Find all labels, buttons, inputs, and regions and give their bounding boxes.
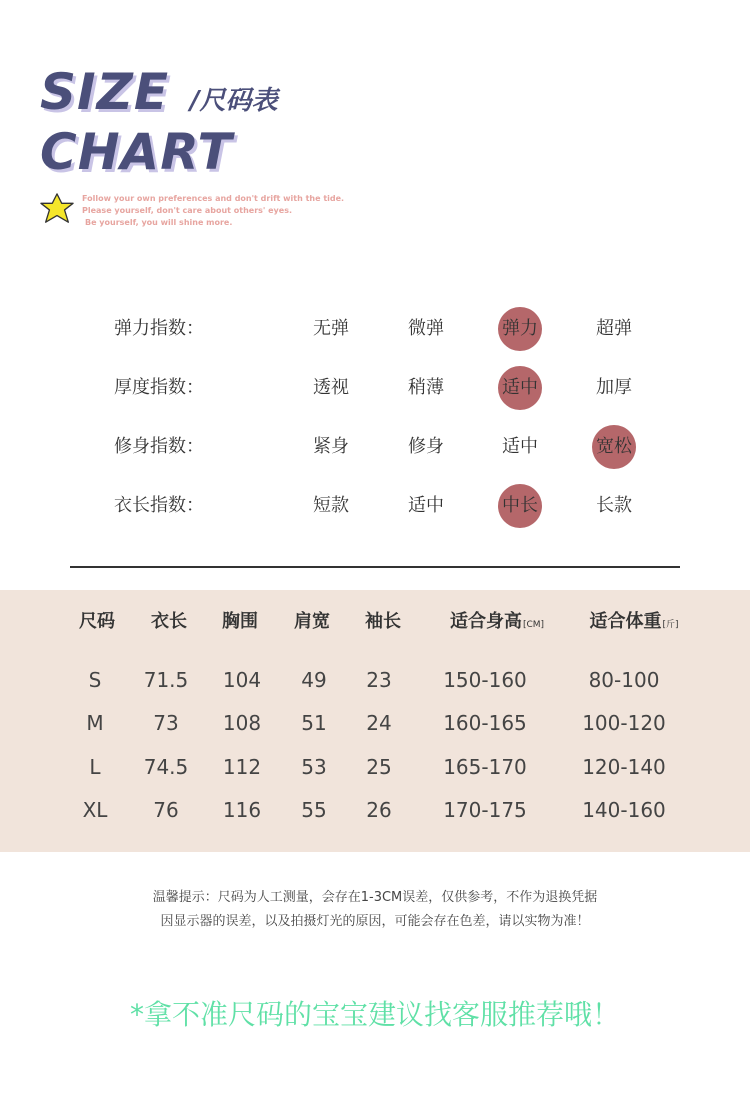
index-option: 适中 bbox=[408, 495, 444, 516]
table-cell: 80-100 bbox=[588, 668, 660, 692]
table-cell: 112 bbox=[222, 755, 262, 779]
title-chart: CHART bbox=[40, 123, 233, 181]
tagline-line-3: Be yourself, you will shine more. bbox=[85, 218, 233, 227]
table-header-unit: [斤] bbox=[662, 620, 679, 630]
note-line-2: 因显示器的误差，以及拍摄灯光的原因，可能会存在色差，请以实物为准！ bbox=[160, 914, 590, 929]
table-cell: 104 bbox=[222, 668, 262, 692]
index-label: 修身指数： bbox=[114, 436, 204, 457]
index-option: 适中 bbox=[502, 436, 538, 457]
index-label: 厚度指数： bbox=[114, 377, 204, 398]
table-header-cell: 袖长 bbox=[365, 611, 401, 632]
table-cell: 71.5 bbox=[143, 668, 189, 692]
divider bbox=[70, 566, 680, 568]
size-label-cell: L bbox=[89, 755, 101, 779]
index-option-selected: 中长 bbox=[490, 481, 550, 531]
index-label: 衣长指数： bbox=[114, 495, 204, 516]
size-label-cell: S bbox=[88, 668, 102, 692]
tagline-line-2: Please yourself, don't care about others' eyes. bbox=[82, 206, 292, 215]
star-icon bbox=[38, 192, 76, 226]
table-cell: 165-170 bbox=[443, 755, 527, 779]
table-cell: 108 bbox=[222, 711, 262, 735]
index-option: 短款 bbox=[313, 495, 349, 516]
index-row bbox=[0, 481, 750, 531]
table-cell: 55 bbox=[301, 798, 327, 822]
size-table bbox=[0, 590, 750, 852]
index-option-selected: 宽松 bbox=[584, 422, 644, 472]
index-row bbox=[0, 363, 750, 413]
table-cell: 100-120 bbox=[582, 711, 666, 735]
table-header-unit: [CM] bbox=[522, 620, 545, 630]
subtitle: /尺码表 bbox=[190, 86, 278, 116]
index-row bbox=[0, 422, 750, 472]
index-option: 透视 bbox=[313, 377, 349, 398]
table-cell: 140-160 bbox=[582, 798, 666, 822]
table-cell: 150-160 bbox=[443, 668, 527, 692]
table-header-cell: 胸围 bbox=[222, 611, 258, 632]
table-header-cell: 适合身高[CM] bbox=[449, 611, 545, 632]
index-option: 加厚 bbox=[596, 377, 632, 398]
index-option: 修身 bbox=[408, 436, 444, 457]
table-cell: 24 bbox=[366, 711, 392, 735]
table-header-cell: 衣长 bbox=[151, 611, 187, 632]
table-cell: 170-175 bbox=[443, 798, 527, 822]
table-header-cell: 肩宽 bbox=[294, 611, 330, 632]
index-option: 微弹 bbox=[408, 318, 444, 339]
table-cell: 73 bbox=[153, 711, 179, 735]
index-option-selected: 弹力 bbox=[490, 304, 550, 354]
index-label: 弹力指数： bbox=[114, 318, 204, 339]
size-label-cell: XL bbox=[82, 798, 108, 822]
table-header-cell: 尺码 bbox=[79, 611, 115, 632]
note-line-1: 温馨提示：尺码为人工测量，会存在1-3CM误差，仅供参考，不作为退换凭据 bbox=[152, 890, 598, 905]
table-cell: 120-140 bbox=[582, 755, 666, 779]
table-header-cell: 适合体重[斤] bbox=[589, 611, 679, 632]
table-cell: 51 bbox=[301, 711, 327, 735]
table-cell: 25 bbox=[366, 755, 392, 779]
table-cell: 23 bbox=[366, 668, 392, 692]
table-cell: 74.5 bbox=[143, 755, 189, 779]
customer-service-advice: *拿不准尺码的宝宝建议找客服推荐哦！ bbox=[129, 998, 620, 1031]
table-cell: 26 bbox=[366, 798, 392, 822]
tagline-line-1: Follow your own preferences and don't drift with the tide. bbox=[82, 194, 345, 203]
table-cell: 49 bbox=[301, 668, 327, 692]
table-cell: 160-165 bbox=[443, 711, 527, 735]
index-option: 长款 bbox=[596, 495, 632, 516]
index-option-selected: 适中 bbox=[490, 363, 550, 413]
table-cell: 76 bbox=[153, 798, 179, 822]
index-row bbox=[0, 304, 750, 354]
table-cell: 116 bbox=[222, 798, 262, 822]
table-cell: 53 bbox=[301, 755, 327, 779]
index-option: 超弹 bbox=[596, 318, 632, 339]
size-label-cell: M bbox=[86, 711, 104, 735]
index-option: 无弹 bbox=[313, 318, 349, 339]
index-option: 稍薄 bbox=[408, 377, 444, 398]
title-size: SIZE bbox=[40, 63, 170, 121]
index-option: 紧身 bbox=[313, 436, 349, 457]
